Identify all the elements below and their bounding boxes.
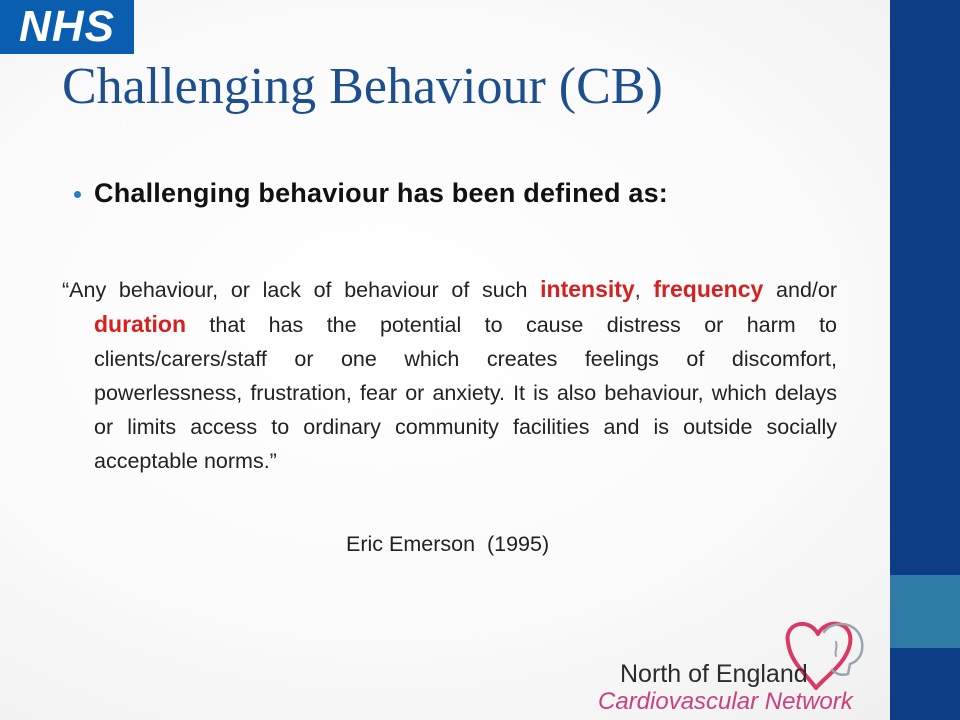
quote-separator-2: and/or [763,278,837,302]
nhs-logo [0,0,134,54]
quote-paragraph [62,272,837,478]
keyword-frequency: frequency [653,276,764,302]
sidebar-bar-bottom [890,648,960,720]
network-logo [596,612,882,720]
sidebar-bar-top [890,0,960,575]
network-name-line2: Cardiovascular Network [598,688,853,715]
bullet-text: Challenging behaviour has been defined as: [94,178,669,208]
bullet-item [74,178,668,209]
keyword-duration: duration [94,311,186,337]
keyword-intensity: intensity [540,276,635,302]
bullet-dot-icon [74,191,81,198]
slide-title: Challenging Behaviour (CB) [62,58,663,115]
quote-separator-1: , [634,278,654,302]
quote-author: Eric Emerson (1995) [346,532,550,556]
quote-remainder: that has the potential to cause distress or harm to clients/carers/staff or one which creates feelings of discomfort, powerlessness, frustration, fear or anxiety. It is also behaviour, which delays or limits access to ordinary community facilities and is outside socially acceptable norms.” [94,313,837,473]
definition-quote [62,272,837,478]
sidebar-bar-middle [890,575,960,648]
quote-opening: “Any behaviour, or lack of behaviour of such [62,278,541,302]
network-name-line1: North of England [620,660,808,688]
nhs-logo-text: NHS [19,2,115,51]
